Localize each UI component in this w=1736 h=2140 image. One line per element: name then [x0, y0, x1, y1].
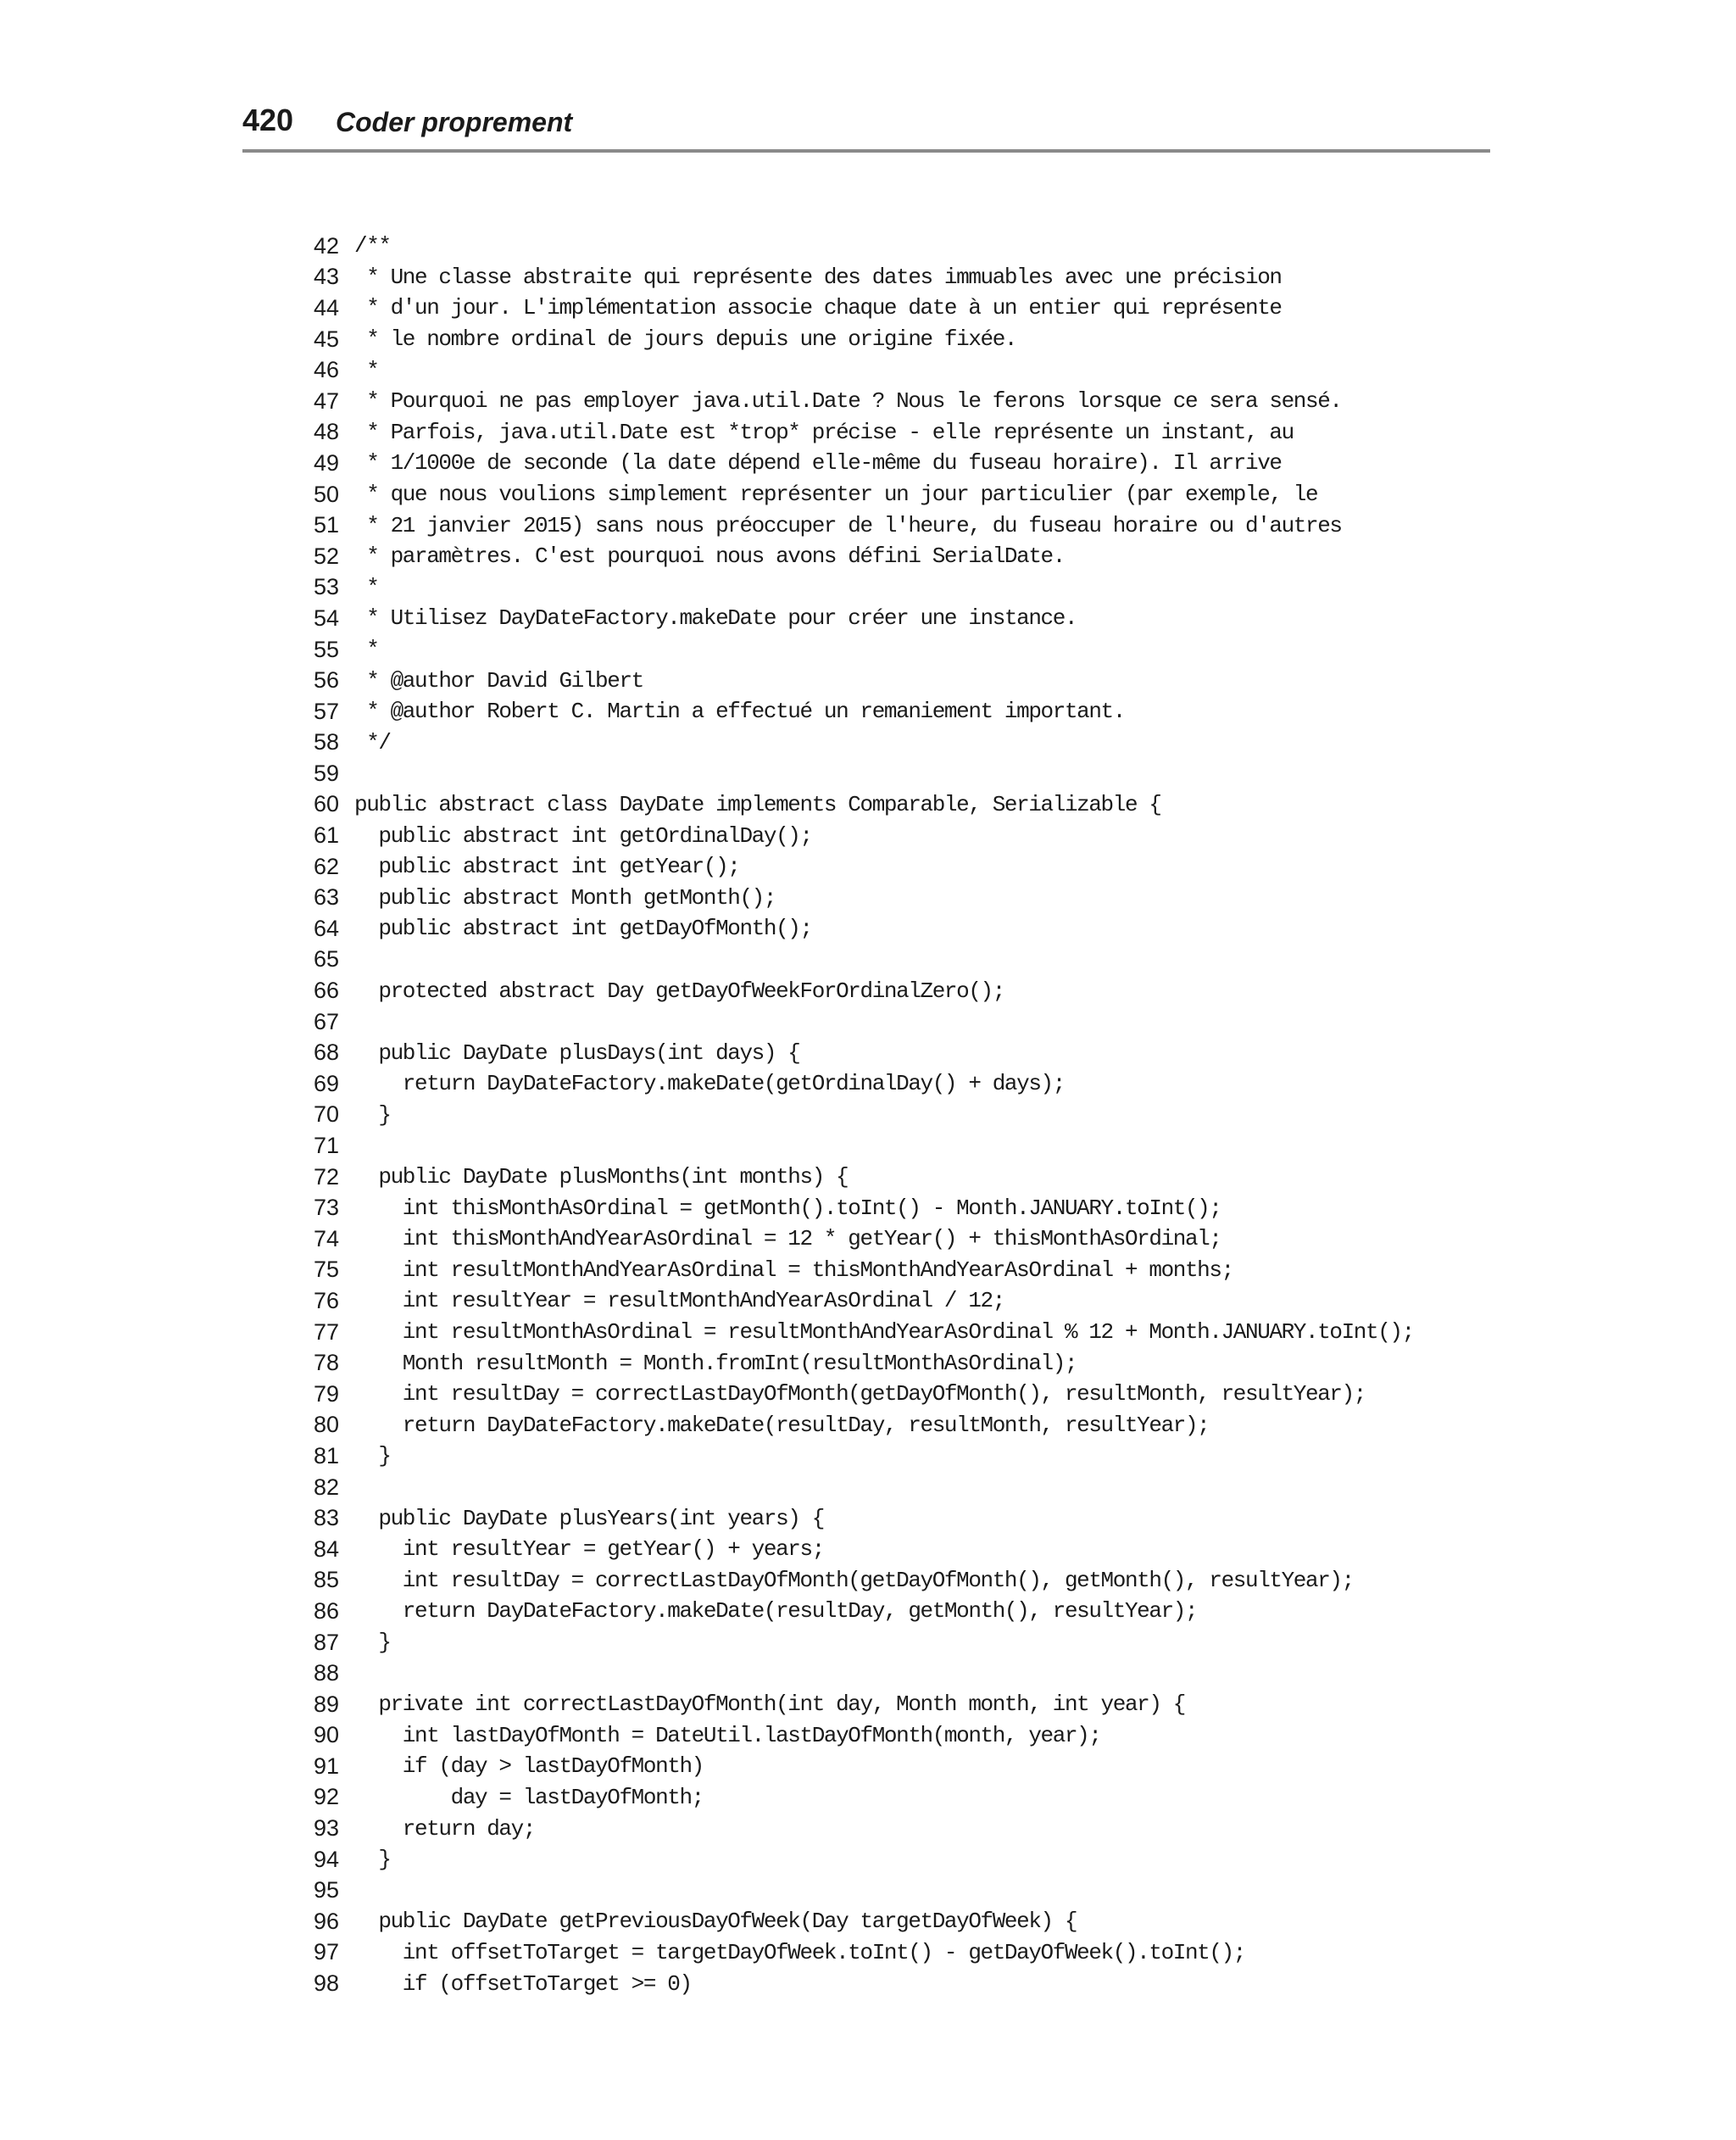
code-line [314, 975, 1483, 1006]
page-number: 420 [242, 103, 294, 137]
code-text: Month resultMonth = Month.fromInt(resultMonthAsOrdinal); [354, 1350, 1077, 1376]
code-text: int thisMonthAndYearAsOrdinal = 12 * getYear() + thisMonthAsOrdinal; [354, 1226, 1221, 1252]
line-number: 70 [314, 1101, 340, 1128]
code-line [314, 1502, 1483, 1534]
code-text: return DayDateFactory.makeDate(resultDay, resultMonth, resultYear); [354, 1412, 1210, 1438]
line-number: 59 [314, 760, 340, 786]
code-line [314, 293, 1483, 324]
code-line [314, 913, 1483, 945]
line-number: 50 [314, 481, 340, 507]
line-number: 48 [314, 419, 340, 445]
code-line [314, 665, 1483, 696]
code-text: public abstract class DayDate implements Comparable, Serializable { [354, 791, 1161, 817]
code-text: * paramètres. C'est pourquoi nous avons défini SerialDate. [354, 543, 1065, 570]
code-text: int resultDay = correctLastDayOfMonth(getDayOfMonth(), getMonth(), resultYear); [354, 1567, 1354, 1593]
line-number: 42 [314, 232, 340, 259]
code-line [314, 1006, 1483, 1038]
line-number: 54 [314, 605, 340, 631]
line-number: 46 [314, 357, 340, 383]
code-line [314, 1130, 1483, 1162]
code-text: /** [354, 233, 391, 259]
code-line [314, 1782, 1483, 1814]
code-text: public DayDate plusDays(int days) { [354, 1039, 800, 1066]
code-text: * le nombre ordinal de jours depuis une origine fixée. [354, 326, 1017, 353]
code-line [314, 1410, 1483, 1441]
code-line [314, 1534, 1483, 1565]
line-number: 74 [314, 1225, 340, 1251]
code-line [314, 1968, 1483, 1999]
line-number: 45 [314, 326, 340, 352]
code-text: if (day > lastDayOfMonth) [354, 1753, 704, 1780]
code-text: */ [354, 729, 391, 755]
line-number: 73 [314, 1195, 340, 1221]
code-text: * @author Robert C. Martin a effectué un remaniement important. [354, 699, 1125, 725]
line-number: 64 [314, 915, 340, 941]
code-text: int resultYear = resultMonthAndYearAsOrdinal / 12; [354, 1288, 1004, 1314]
line-number: 91 [314, 1753, 340, 1779]
line-number: 82 [314, 1474, 340, 1500]
code-text: * [354, 357, 379, 383]
code-line [314, 354, 1483, 386]
code-line [314, 851, 1483, 883]
code-text: public abstract int getDayOfMonth(); [354, 916, 812, 942]
line-number: 83 [314, 1505, 340, 1531]
line-number: 66 [314, 978, 340, 1004]
code-text: * Parfois, java.util.Date est *trop* précise - elle représente un instant, au [354, 419, 1294, 445]
code-text: return DayDateFactory.makeDate(resultDay, getMonth(), resultYear); [354, 1598, 1198, 1625]
line-number: 58 [314, 729, 340, 755]
line-number: 55 [314, 636, 340, 662]
line-number: 61 [314, 822, 340, 849]
code-line [314, 1565, 1483, 1597]
code-text: public DayDate plusMonths(int months) { [354, 1164, 849, 1190]
line-number: 81 [314, 1442, 340, 1468]
code-line [314, 1347, 1483, 1379]
code-text: * @author David Gilbert [354, 667, 643, 694]
line-number: 96 [314, 1908, 340, 1934]
line-number: 98 [314, 1970, 340, 1997]
code-line [314, 386, 1483, 417]
code-text: int resultDay = correctLastDayOfMonth(getDayOfMonth(), resultMonth, resultYear); [354, 1381, 1366, 1407]
code-line [314, 1689, 1483, 1720]
line-number: 67 [314, 1008, 340, 1034]
code-line [314, 1844, 1483, 1875]
line-number: 95 [314, 1877, 340, 1903]
code-text: * 21 janvier 2015) sans nous préoccuper de l'heure, du fuseau horaire ou d'autres [354, 512, 1342, 538]
line-number: 93 [314, 1815, 340, 1842]
code-text: int thisMonthAsOrdinal = getMonth().toInt() - Month.JANUARY.toInt(); [354, 1195, 1221, 1221]
code-text: * [354, 574, 379, 600]
code-line [314, 820, 1483, 851]
line-number: 63 [314, 884, 340, 911]
line-number: 87 [314, 1629, 340, 1655]
line-number: 49 [314, 449, 340, 476]
code-line [314, 1100, 1483, 1131]
code-line [314, 572, 1483, 604]
code-text: } [354, 1630, 391, 1656]
code-text: public abstract Month getMonth(); [354, 884, 776, 911]
line-number: 92 [314, 1784, 340, 1810]
code-text: return day; [354, 1815, 536, 1842]
line-number: 76 [314, 1287, 340, 1313]
code-line [314, 696, 1483, 727]
code-line [314, 1255, 1483, 1286]
code-text: * Utilisez DayDateFactory.makeDate pour créer une instance. [354, 605, 1077, 632]
code-line [314, 727, 1483, 759]
code-line [314, 324, 1483, 355]
code-line [314, 1379, 1483, 1410]
code-text: private int correctLastDayOfMonth(int day, Month month, int year) { [354, 1691, 1185, 1718]
code-text: int offsetToTarget = targetDayOfWeek.toInt() - getDayOfWeek().toInt(); [354, 1939, 1245, 1965]
code-line [314, 634, 1483, 666]
code-line [314, 1596, 1483, 1627]
line-number: 85 [314, 1567, 340, 1593]
line-number: 62 [314, 853, 340, 879]
line-number: 57 [314, 698, 340, 724]
header-rule [242, 149, 1490, 153]
code-text: protected abstract Day getDayOfWeekForOrdinalZero(); [354, 978, 1004, 1004]
line-number: 53 [314, 574, 340, 600]
code-line [314, 1068, 1483, 1100]
code-listing [314, 231, 1483, 1999]
line-number: 69 [314, 1070, 340, 1096]
code-text: return DayDateFactory.makeDate(getOrdinalDay() + days); [354, 1071, 1065, 1097]
code-line [314, 1192, 1483, 1223]
code-line [314, 882, 1483, 913]
code-text: int resultMonthAndYearAsOrdinal = thisMonthAndYearAsOrdinal + months; [354, 1257, 1233, 1283]
code-text: * que nous voulions simplement représenter un jour particulier (par exemple, le [354, 482, 1318, 508]
code-text: int resultYear = getYear() + years; [354, 1536, 824, 1563]
line-number: 56 [314, 667, 340, 694]
code-text: int resultMonthAsOrdinal = resultMonthAndYearAsOrdinal % 12 + Month.JANUARY.toInt(); [354, 1319, 1414, 1346]
code-text: day = lastDayOfMonth; [354, 1784, 704, 1810]
line-number: 90 [314, 1722, 340, 1748]
line-number: 72 [314, 1163, 340, 1190]
line-number: 71 [314, 1133, 340, 1159]
line-number: 75 [314, 1257, 340, 1283]
code-line [314, 1906, 1483, 1937]
code-line [314, 1441, 1483, 1472]
code-line [314, 1658, 1483, 1689]
line-number: 44 [314, 294, 340, 320]
code-text: * Pourquoi ne pas employer java.util.Date ? Nous le ferons lorsque ce sera sensé. [354, 388, 1342, 415]
code-line [314, 1472, 1483, 1503]
line-number: 80 [314, 1412, 340, 1438]
code-text: } [354, 1847, 391, 1873]
code-text: } [354, 1443, 391, 1469]
code-line [314, 945, 1483, 976]
code-text: * Une classe abstraite qui représente des dates immuables avec une précision [354, 264, 1282, 290]
line-number: 43 [314, 264, 340, 290]
line-number: 68 [314, 1039, 340, 1066]
code-line [314, 1317, 1483, 1348]
code-text: if (offsetToTarget >= 0) [354, 1970, 692, 1997]
code-line [314, 541, 1483, 572]
line-number: 79 [314, 1380, 340, 1407]
code-line [314, 1285, 1483, 1317]
code-line [314, 1627, 1483, 1658]
code-line [314, 1223, 1483, 1255]
code-line [314, 1720, 1483, 1752]
code-line [314, 1751, 1483, 1782]
code-line [314, 510, 1483, 541]
code-line [314, 789, 1483, 821]
line-number: 86 [314, 1597, 340, 1624]
code-line [314, 1813, 1483, 1844]
line-number: 97 [314, 1939, 340, 1965]
line-number: 51 [314, 512, 340, 538]
code-line [314, 479, 1483, 510]
code-line [314, 1937, 1483, 1969]
line-number: 84 [314, 1535, 340, 1562]
code-text: public abstract int getOrdinalDay(); [354, 822, 812, 849]
code-line [314, 1162, 1483, 1193]
running-title: Coder proprement [336, 107, 573, 137]
code-line [314, 231, 1483, 262]
code-line [314, 1037, 1483, 1068]
line-number: 47 [314, 387, 340, 414]
code-line [314, 758, 1483, 789]
code-text: * [354, 637, 379, 663]
page-header [242, 100, 1490, 151]
code-text: * d'un jour. L'implémentation associe chaque date à un entier qui représente [354, 295, 1282, 321]
code-line [314, 603, 1483, 634]
code-line [314, 417, 1483, 449]
line-number: 52 [314, 543, 340, 569]
code-text: public DayDate getPreviousDayOfWeek(Day targetDayOfWeek) { [354, 1909, 1077, 1935]
code-text: * 1/1000e de seconde (la date dépend elle-même du fuseau horaire). Il arrive [354, 450, 1282, 476]
code-text: public DayDate plusYears(int years) { [354, 1505, 824, 1531]
line-number: 88 [314, 1660, 340, 1686]
line-number: 94 [314, 1846, 340, 1872]
code-text: } [354, 1101, 391, 1128]
code-line [314, 1875, 1483, 1906]
line-number: 77 [314, 1318, 340, 1345]
code-text: public abstract int getYear(); [354, 854, 740, 880]
code-line [314, 262, 1483, 293]
line-number: 89 [314, 1691, 340, 1717]
line-number: 60 [314, 791, 340, 817]
code-line [314, 448, 1483, 479]
line-number: 78 [314, 1350, 340, 1376]
code-text: int lastDayOfMonth = DateUtil.lastDayOfMonth(month, year); [354, 1722, 1101, 1748]
line-number: 65 [314, 946, 340, 972]
